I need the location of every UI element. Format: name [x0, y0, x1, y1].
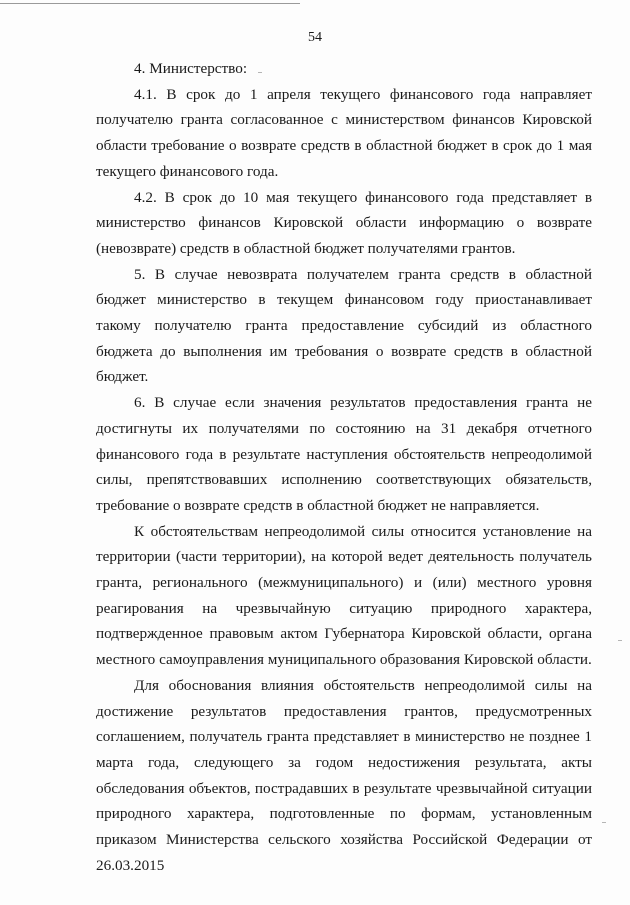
paragraph-ministry-heading: 4. Министерство: [134, 60, 248, 77]
scan-speck [618, 640, 622, 641]
document-body [96, 56, 592, 879]
paragraph-6: 6. В случае если значения результатов предоставления гранта не достигнуты их получателями по состоянию на 31 декабря отчетного финансового года в результате наступления обстоятельств непреодолимой силы, препятствовавших исполнению соответствующих обязательств, требование о возврате средств в областной бюджет не направляется. [96, 394, 592, 514]
paragraph-4-2: 4.2. В срок до 10 мая текущего финансового года представляет в министерство финансов Кировской области информацию о возврате (невозврате) средств в областной бюджет получателями грантов. [96, 188, 592, 257]
page-number: 54 [308, 30, 322, 45]
scan-speck [602, 822, 606, 823]
top-scan-line [0, 3, 300, 4]
paragraph-force-majeure: К обстоятельствам непреодолимой силы относится установление на территории (части территории), на которой ведет деятельность получатель гранта, регионального (межмуниципального) и (или) местного уровня реагирования на чрезвычайную ситуацию природного характера, подтвержденное правовым актом Губернатора Кировской области, органа местного самоуправления муниципального образования Кировской области. [96, 522, 592, 669]
scan-speck [258, 72, 262, 73]
paragraph-4-1: 4.1. В срок до 1 апреля текущего финансового года направляет получателю гранта согласованное с министерством финансов Кировской области требование о возврате средств в областной бюджет в срок до 1 мая текущего финансового года. [96, 85, 592, 180]
paragraph-justification: Для обоснования влияния обстоятельств непреодолимой силы на достижение результатов предоставления грантов, предусмотренных соглашением, получатель гранта представляет в министерство не позднее 1 марта года, следующего за годом недостижения результата, акты обследования объектов, пострадавших в результате чрезвычайной ситуации природного характера, подготовленные по формам, установленным приказом Министерства сельского хозяйства Российской Федерации от 26.03.2015 [96, 676, 592, 874]
paragraph-5: 5. В случае невозврата получателем гранта средств в областной бюджет министерство в текущем финансовом году приостанавливает такому получателю гранта предоставление субсидий из областного бюджета до выполнения им требования о возврате средств в областной бюджет. [96, 265, 592, 386]
